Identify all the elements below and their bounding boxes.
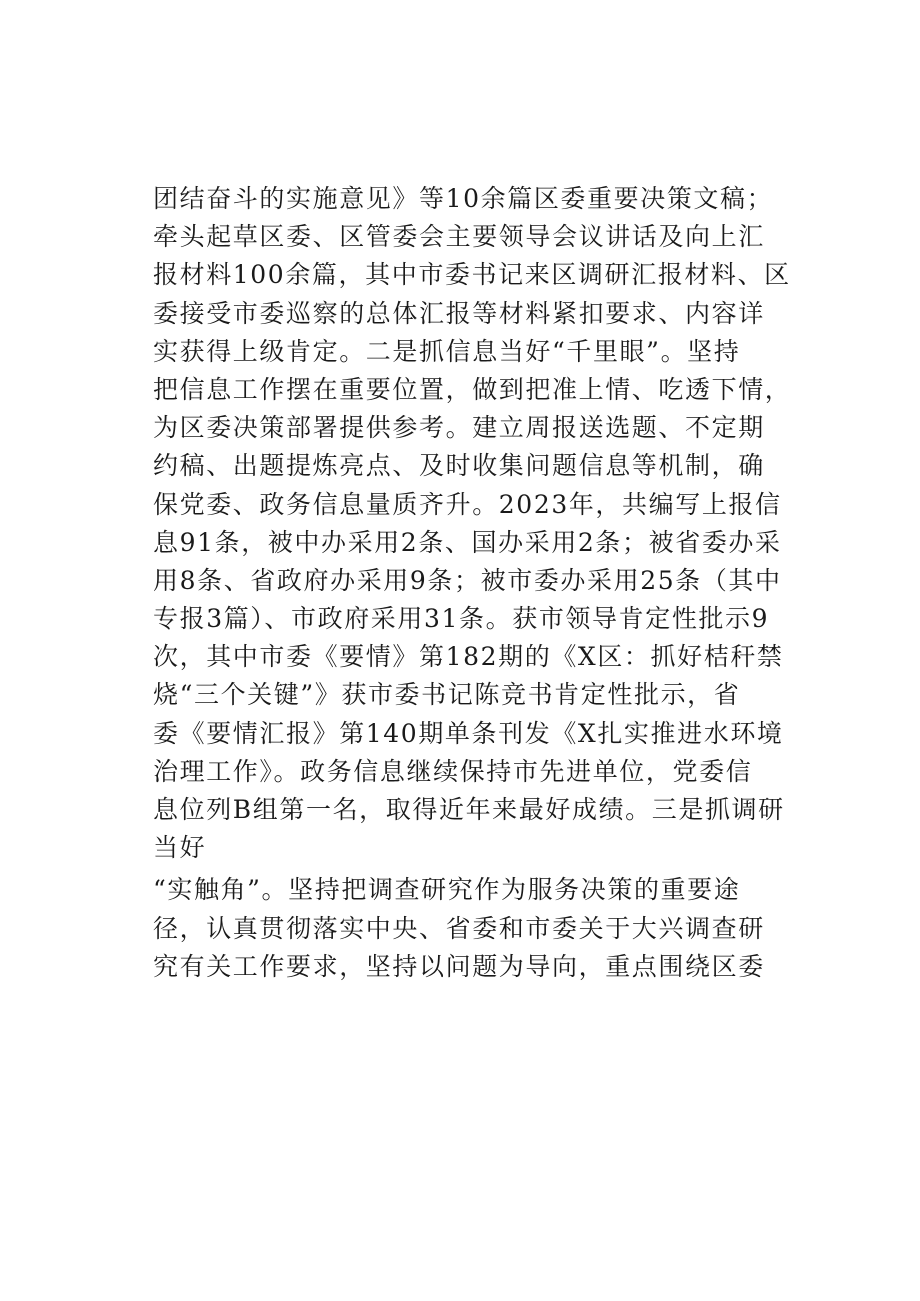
text-line: 牵头起草区委、区管委会主要领导会议讲话及向上汇 (153, 222, 765, 252)
text-line: 约稿、出题提炼亮点、及时收集问题信息等机制，确 (153, 451, 765, 481)
text-line: 为区委决策部署提供参考。建立周报送选题、不定期 (153, 413, 765, 443)
text-line: 把信息工作摆在重要位置，做到把准上情、吃透下情， (153, 374, 792, 404)
text-line: 息位列B组第一名，取得近年来最好成绩。三是抓调研 (153, 795, 785, 824)
text-line: 委接受市委巡察的总体汇报等材料紧扣要求、内容详 (153, 298, 765, 328)
text-line: 团结奋斗的实施意见》等10余篇区委重要决策文稿； (153, 184, 774, 213)
text-line: 用8条、省政府办采用9条；被市委办采用25条（其中 (153, 565, 782, 595)
text-line: 息91条，被中办采用2条、国办采用2条；被省委办采 (153, 527, 782, 557)
text-line: 专报3篇）、市政府采用31条。获市领导肯定性批示9 (153, 604, 770, 634)
text-line: 委《要情汇报》第140期单条刊发《X扎实推进水环境 (153, 718, 784, 748)
body-text (153, 180, 793, 986)
text-line: 烧“三个关键”》获市委书记陈竞书肯定性批示，省 (153, 680, 741, 710)
text-line: “实触角”。坚持把调查研究作为服务决策的重要途 (153, 875, 741, 905)
text-line: 当好 (153, 833, 207, 863)
text-line: 径，认真贯彻落实中央、省委和市委关于大兴调查研 (153, 913, 765, 943)
text-line: 实获得上级肯定。二是抓信息当好“千里眼”。坚持 (153, 336, 741, 366)
text-line: 保党委、政务信息量质齐升。2023年，共编写上报信 (153, 489, 782, 519)
text-line: 治理工作》。政务信息继续保持市先进单位，党委信 (153, 756, 753, 786)
text-line: 报材料100余篇，其中市委书记来区调研汇报材料、区 (153, 260, 791, 290)
text-line: 究有关工作要求，坚持以问题为导向，重点围绕区委 (153, 951, 765, 981)
text-line: 次，其中市委《要情》第182期的《X区：抓好桔秆禁 (153, 642, 784, 672)
